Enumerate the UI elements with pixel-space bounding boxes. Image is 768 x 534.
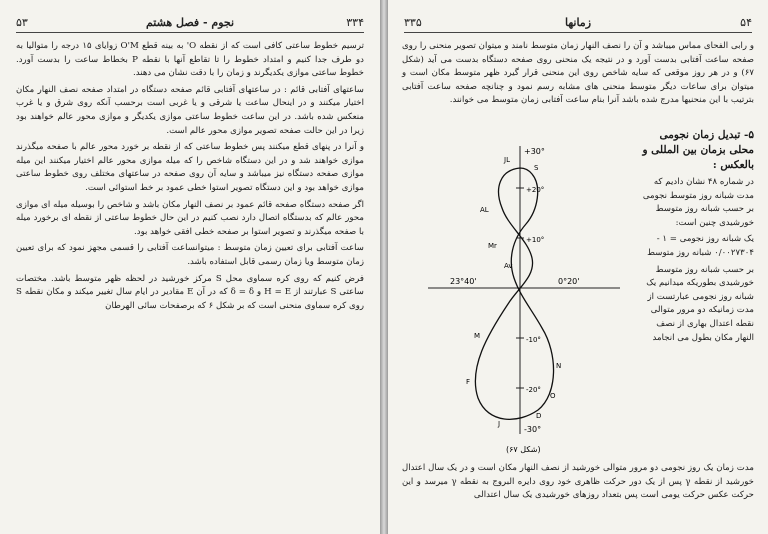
horizontal-left-label: 23°40' bbox=[450, 277, 477, 286]
curve-label: J bbox=[498, 420, 501, 428]
curve-label: S bbox=[534, 164, 539, 172]
paragraph: ساعتهای آفتابی قائم : در ساعتهای آفتابی قائم صفحه دستگاه در امتداد صفحه نصف النهار مکان اختیار میکنند و در اینحال ساعت یا شرقی و یا غربی است برحسب آنکه روی شرق و یا غرب منعکس شده باشد. در این ساعت خطوط ساعتی موازی یکدیگر و موازی محور عالم خواهند بود زیرا در این حالت صفحه تصویر موازی محور عالم است. bbox=[16, 84, 364, 136]
curve-label: AL bbox=[480, 206, 489, 214]
axis-top-label: +30° bbox=[524, 147, 545, 156]
right-page-top-text bbox=[402, 40, 754, 124]
right-page bbox=[388, 0, 768, 534]
right-page-side-text bbox=[636, 128, 754, 458]
curve-label: Mr bbox=[488, 242, 497, 250]
degree-label: -10° bbox=[526, 336, 541, 344]
right-page-header bbox=[404, 14, 752, 33]
curve-label: O bbox=[550, 392, 556, 400]
right-page-bottom-text bbox=[402, 462, 754, 526]
left-page-number: ۳۳۴ bbox=[346, 16, 364, 29]
left-page-number-alt: ۵۳ bbox=[16, 16, 28, 29]
paragraph: ترسیم خطوط ساعتی کافی است که از نقطه O' به بینه قطع O'M زوایای ۱۵ درجه را متوالیا به دو طرف جدا کنیم و امتداد خطوط را تا تقاطع آنها با نقطه P بخطاط ساعت را بدست آورد. خطوط ساعتی موازی یکدیگرند و زمان را با دقت نشان می دهند. bbox=[16, 41, 364, 79]
curve-label: D bbox=[536, 412, 542, 420]
curve-label: Av bbox=[504, 262, 513, 270]
paragraph: و رابی الفحای مماس میباشد و آن را نصف النهار زمان متوسط نامند و میتوان تصویر منحنی را روی صفحه ساعت آفتابی بدست آورد و در نتیجه یک منحنی روی صفحه دستگاه بدست می آید (شکل ۶۷) و در هر روز موقعی که سایه شاخص روی این منحنی قرار گیرد ظهر متوسط مکان است و میتوان برای ساعات دیگر متوسط منحنی های مشابه رسم نمود و چنانچه صفحه ساعت آفتابی بترتیب با این منحنیها مدرج شده باشد آنرا بنام ساعت آفتابی زمان متوسط می خوانند. bbox=[402, 41, 754, 106]
paragraph: مدت زمان یک روز نجومی دو مرور متوالی خورشید از نصف النهار مکان است و در یک سال اعتدال خورشید از نقطه γ پس از یک دور حرکت ظاهری خود روی دایره البروج به نقطه γ میرسد و این حرکت عکس حرکت یومی است پس بتعداد روزهای خورشیدی یک سال اعتدالی bbox=[402, 463, 754, 501]
figure-caption: (شکل ۶۷) bbox=[506, 445, 541, 454]
curve-label: F bbox=[466, 378, 471, 386]
paragraph: در شماره ۴۸ نشان دادیم که مدت شبانه روز متوسط نجومی بر حسب شبانه روز متوسط خورشیدی چنین است: bbox=[642, 177, 754, 228]
curve-label: JL bbox=[504, 156, 510, 164]
curve-label: N bbox=[556, 362, 562, 370]
paragraph: فرض کنیم که روی کره سماوی محل S مرکز خورشید در لحظه ظهر متوسط باشد. مختصات ساعتی S عبارتند از H = E و δ = δ که در آن E مقادیر در ایام سال تغییر میکند و مکان نقطه S روی کره سماوی منحنی است که بر شکل ۶ که برصفحات سائی الهرطان bbox=[16, 273, 365, 311]
right-page-title: زمانها bbox=[564, 16, 592, 29]
right-page-number-alt: ۵۴ bbox=[740, 16, 752, 29]
left-page-title: نجوم - فصل هشتم bbox=[145, 16, 235, 29]
book-gutter bbox=[380, 0, 388, 534]
degree-label: +10° bbox=[526, 236, 545, 244]
degree-label: +20° bbox=[526, 186, 545, 194]
section-title: ۵- تبدیل زمان نجومی محلی بزمان بین المللی و بالعکس : bbox=[642, 129, 754, 171]
left-page bbox=[0, 0, 380, 534]
left-page-header bbox=[16, 14, 364, 33]
paragraph: و آنرا در پنهای قطع میکنند پس خطوط ساعتی که از نقطه بر خورد محور عالم با صفحه میگذرند موازی خواهند شد و در این دستگاه شاخص را که میله موازی محور عالم اختیار میکنند این میله موازی صفحه دستگاه نیز میباشد و سایه آن روی صفحه در ساعتهای مختلف روی خطوط ساعتی موازی خواهد بود و این دستگاه تصویر استوا خطی عمود بر خط استوائی است. bbox=[16, 142, 364, 193]
analemma-figure bbox=[408, 128, 640, 460]
left-page-body bbox=[16, 40, 364, 490]
paragraph: اگر صفحه دستگاه صفحه قائم عمود بر نصف النهار مکان باشد و شاخص را بوسیله میله ای موازی محور عالم که بدستگاه اتصال دارد نصب کنیم در این حال خطوط ساعتی از نقطه ای برخورد میله با صفحه میگذرند و تصویر استوا بر صفحه خطی افقی خواهد بود. bbox=[16, 199, 364, 237]
right-page-number: ۳۳۵ bbox=[404, 16, 422, 29]
horizontal-right-label: 0°20' bbox=[558, 277, 580, 286]
axis-bottom-label: -30° bbox=[524, 425, 542, 434]
paragraph-section: ساعت آفتابی برای تعیین زمان متوسط : میتوانساعت آفتابی را قسمی مجهز نمود که برای تعیین زمان متوسط ویا زمان رسمی قابل استفاده باشد. bbox=[16, 243, 364, 267]
paragraph: بر حسب شبانه روز متوسط خورشیدی بطوریکه میدانیم یک شبانه روز نجومی عبارتست از مدت زمانیکه دو مرور متوالی نقطه اعتدال بهاری از نصف النهار مکان بطول می انجامد bbox=[646, 264, 754, 343]
degree-label: -20° bbox=[526, 386, 541, 394]
paragraph: یک شبانه روز نجومی = ۱ - ۰/۰۰۲۷۳۰۴ شبانه روز متوسط bbox=[647, 234, 754, 258]
curve-label: M bbox=[474, 332, 481, 340]
